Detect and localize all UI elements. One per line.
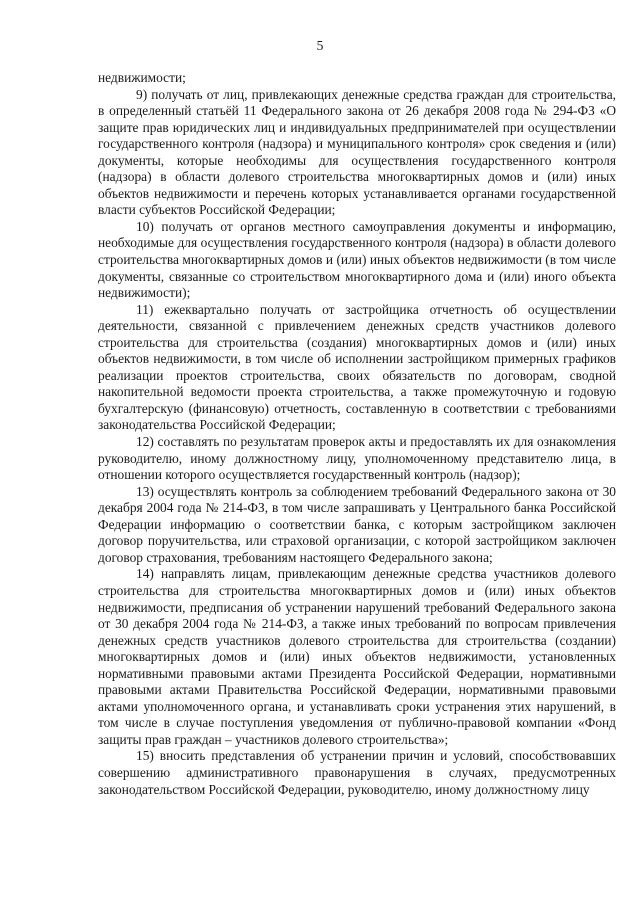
paragraph-item-12: 12) составлять по результатам проверок акты и предоставлять их для ознакомления руководителю, иному должностному лицу, уполномоченному представителю лица, в отношении которого осуществляется государственный контроль (надзор); bbox=[98, 434, 616, 483]
paragraph-item-9: 9) получать от лиц, привлекающих денежные средства граждан для строительства, в определенный статьёй 11 Федерального закона от 26 декабря 2008 года № 294-ФЗ «О защите прав юридических лиц и индивидуальных предпринимателей при осуществлении государственного контроля (надзора) и муниципального контроля» срок сведения и (или) документы, которые необходимы для осуществления государственного контроля (надзора) в области долевого строительства многоквартирных домов и (или) иных объектов недвижимости и перечень которых устанавливается органами государственной власти субъектов Российской Федерации; bbox=[98, 86, 616, 218]
page-number: 5 bbox=[316, 38, 324, 53]
paragraph-continuation: недвижимости; bbox=[98, 70, 186, 85]
paragraph-item-10: 10) получать от органов местного самоуправления документы и информацию, необходимые для осуществления государственного контроля (надзора) в области долевого строительства многоквартирных домов и (или) иных объектов недвижимости (в том числе документы, связанные со строительством многоквартирного дома и (или) иного объекта недвижимости); bbox=[98, 218, 616, 301]
paragraph-item-15: 15) вносить представления об устранении причин и условий, способствовавших совершению административного правонарушения в случаях, предусмотренных законодательством Российской Федерации, руководителю, иному должностному лицу bbox=[98, 748, 616, 797]
paragraph-item-13: 13) осуществлять контроль за соблюдением требований Федерального закона от 30 декабря 2004 года № 214-ФЗ, в том числе запрашивать у Центрального банка Российской Федерации информацию о соответствии банка, с которым застройщиком заключен договор поручительства, или страховой организации, с которой застройщиком заключен договор страхования, требованиям настоящего Федерального закона; bbox=[98, 483, 616, 565]
paragraph-item-14: 14) направлять лицам, привлекающим денежные средства участников долевого строительства для строительства многоквартирных домов и (или) иных объектов недвижимости, предписания об устранении нарушений требований Федерального закона от 30 декабря 2004 года № 214-ФЗ, а также иных требований по вопросам привлечения денежных средств участников долевого строительства для строительства (создании) многоквартирных домов и (или) иных объектов недвижимости, установленных нормативными правовыми актами Президента Российской Федерации, нормативными правовыми актами Правительства Российской Федерации, нормативными правовыми актами уполномоченного органа, и устанавливать сроки устранения этих нарушений, в том числе в случае поступления уведомления от публично-правовой компании «Фонд защиты прав граждан – участников долевого строительства»; bbox=[98, 566, 616, 747]
document-body bbox=[98, 70, 616, 798]
paragraph-item-11: 11) ежеквартально получать от застройщика отчетность об осуществлении деятельности, связанной с привлечением денежных средств участников долевого строительства для строительства (создания) многоквартирных домов и (или) иных объектов недвижимости, в том числе об исполнении застройщиком примерных графиков реализации проектов строительства, своих обязательств по договорам, сводной накопительной ведомости проекта строительства, а также промежуточную и годовую бухгалтерскую (финансовую) отчетность, составленную в соответствии с требованиями законодательства Российской Федерации; bbox=[98, 301, 616, 433]
